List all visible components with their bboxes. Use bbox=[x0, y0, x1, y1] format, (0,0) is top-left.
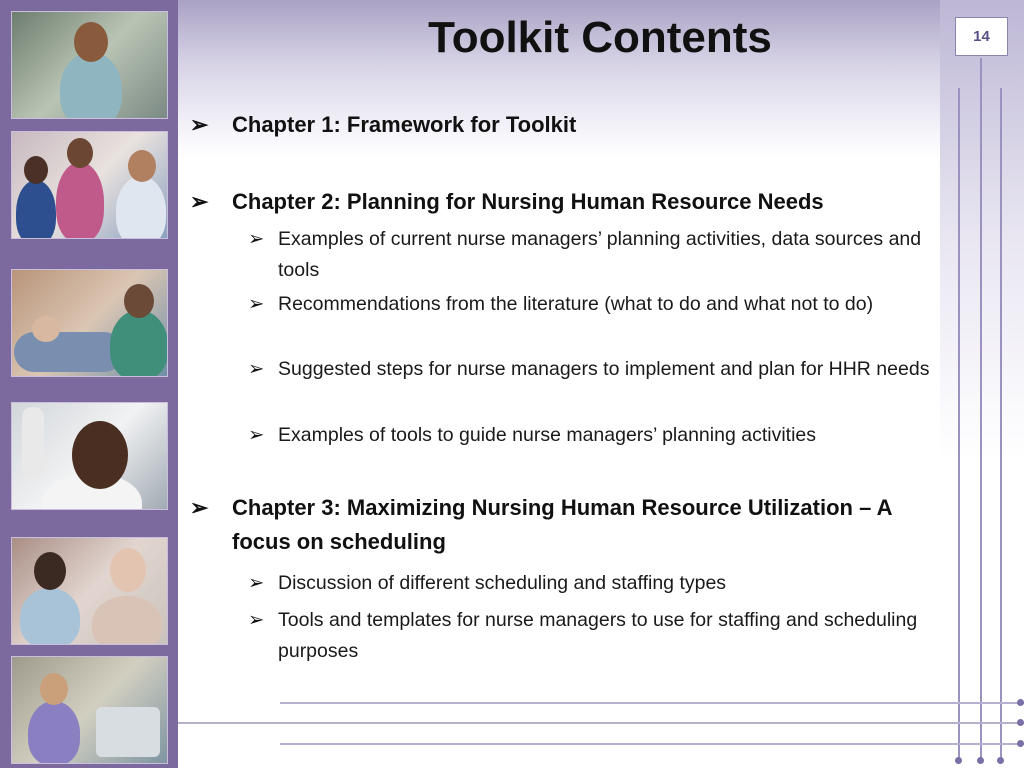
chapter-2-subitem-text: Examples of tools to guide nurse managers’ planning activities bbox=[278, 424, 816, 446]
smiling-nurse-photo bbox=[11, 402, 168, 510]
decorative-dot bbox=[977, 757, 984, 764]
decorative-line bbox=[178, 722, 1024, 724]
bullet-arrow-icon: ➢ bbox=[248, 293, 265, 315]
decorative-line bbox=[280, 743, 1024, 745]
decorative-dot bbox=[1017, 699, 1024, 706]
bullet-arrow-icon: ➢ bbox=[248, 609, 265, 631]
chapter-2-subitem-text: Suggested steps for nurse managers to implement and plan for HHR needs bbox=[278, 358, 930, 380]
bullet-arrow-icon: ➢ bbox=[190, 495, 209, 520]
decorative-dot bbox=[1017, 740, 1024, 747]
bullet-arrow-icon: ➢ bbox=[190, 189, 209, 214]
doctor-with-stethoscope-photo bbox=[11, 11, 168, 119]
decorative-line bbox=[980, 58, 982, 760]
decorative-dot bbox=[1017, 719, 1024, 726]
decorative-dot bbox=[997, 757, 1004, 764]
nurse-caring-for-patient-photo bbox=[11, 269, 168, 377]
decorative-line bbox=[1000, 88, 1002, 760]
bullet-arrow-icon: ➢ bbox=[248, 358, 265, 380]
bullet-arrow-icon: ➢ bbox=[190, 112, 209, 137]
slide-title: Toolkit Contents bbox=[428, 13, 772, 62]
photo-sidebar bbox=[0, 0, 178, 768]
decorative-line bbox=[958, 88, 960, 760]
chapter-2-title: Chapter 2: Planning for Nursing Human Resource Needs bbox=[232, 189, 824, 214]
nurses-with-patient-photo bbox=[11, 131, 168, 239]
bullet-arrow-icon: ➢ bbox=[248, 572, 265, 594]
bullet-arrow-icon: ➢ bbox=[248, 424, 265, 446]
bullet-arrow-icon: ➢ bbox=[248, 228, 265, 250]
nurse-with-elderly-patient-photo bbox=[11, 537, 168, 645]
chapter-2-subitem-text: Examples of current nurse managers’ planning activities, data sources and tools bbox=[278, 228, 922, 281]
page-number: 14 bbox=[955, 17, 1008, 56]
chapter-3-subitem-text: Tools and templates for nurse managers to use for staffing and scheduling purposes bbox=[278, 609, 918, 662]
chapter-3-subitem-text: Discussion of different scheduling and staffing types bbox=[278, 572, 727, 594]
chapter-1-title: Chapter 1: Framework for Toolkit bbox=[232, 112, 577, 137]
decorative-line bbox=[280, 702, 1024, 704]
nurse-in-ward-photo bbox=[11, 656, 168, 764]
decorative-dot bbox=[955, 757, 962, 764]
chapter-3-title: Chapter 3: Maximizing Nursing Human Resource Utilization – A focus on scheduling bbox=[232, 495, 892, 554]
right-decorative-band bbox=[940, 0, 1024, 768]
chapter-2-subitem-text: Recommendations from the literature (what to do and what not to do) bbox=[278, 293, 874, 315]
